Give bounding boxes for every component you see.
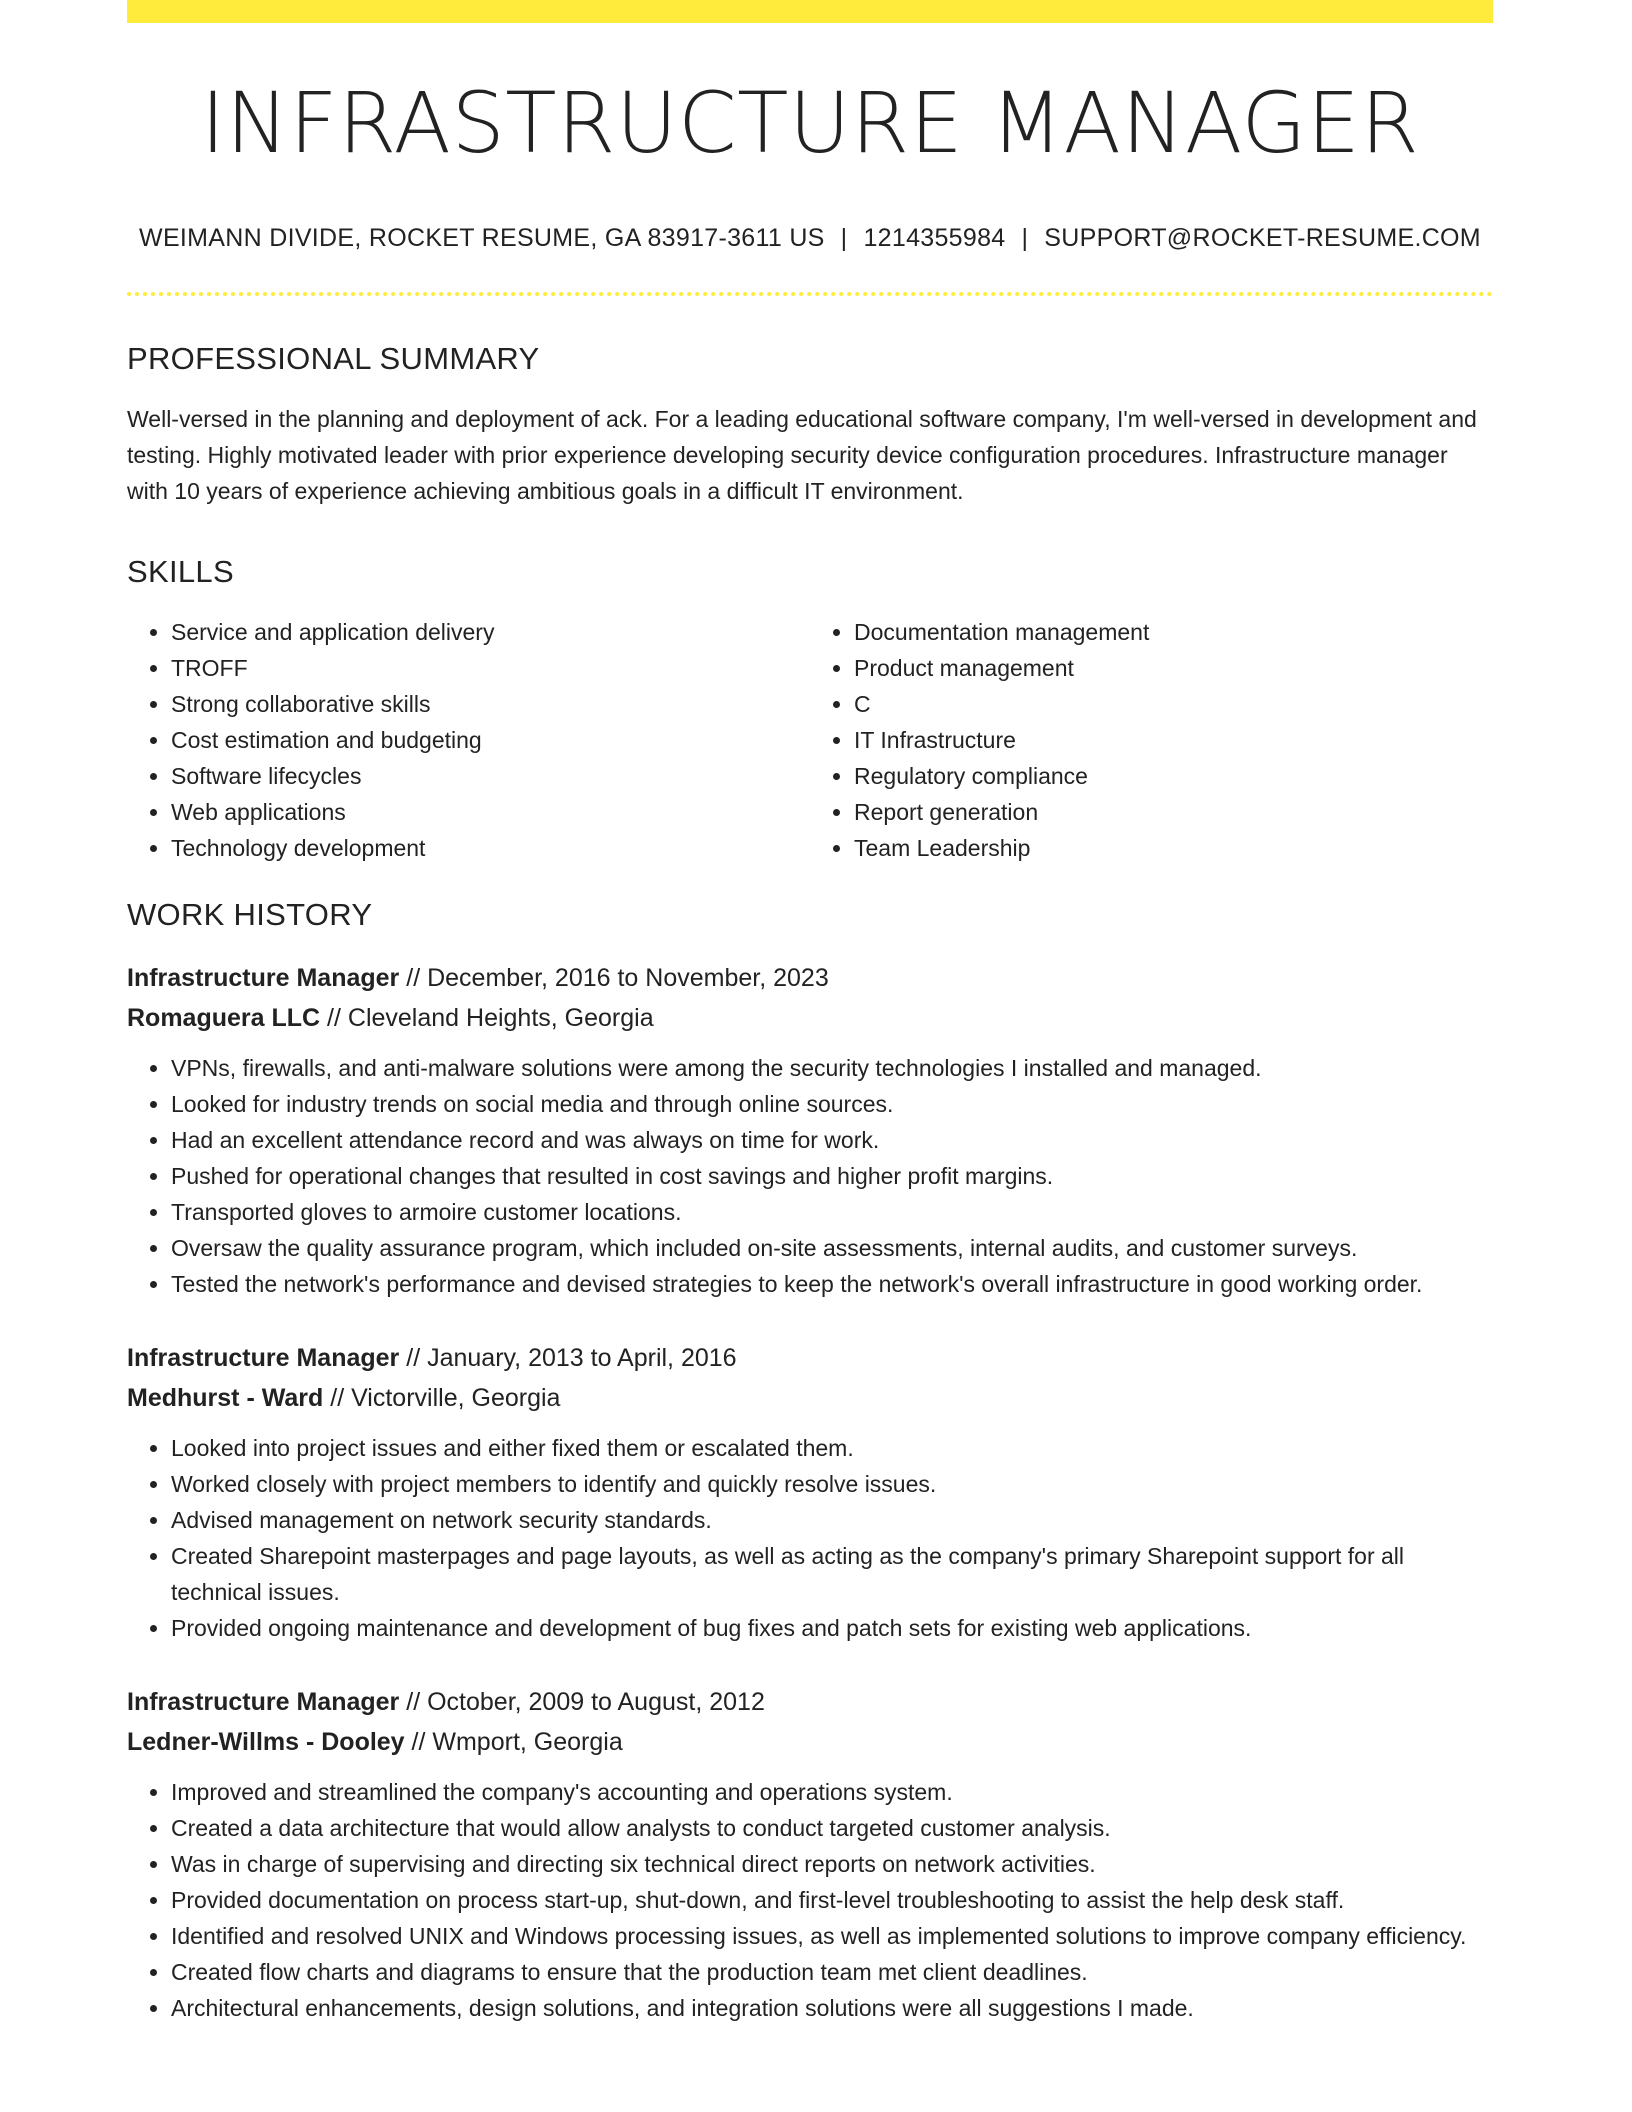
job-bullet: • VPNs, firewalls, and anti-malware solutions were among the security technologies I installed and managed. xyxy=(171,1050,1493,1086)
job-bullet: • Looked into project issues and either fixed them or escalated them. xyxy=(171,1430,1493,1466)
job-dates: // December, 2016 to November, 2023 xyxy=(406,963,829,992)
job-bullet: • Provided documentation on process start-up, shut-down, and first-level troubleshooting to assist the help desk staff. xyxy=(171,1882,1493,1918)
skill-item: • Product management xyxy=(854,650,1493,686)
skill-item: • Regulatory compliance xyxy=(854,758,1493,794)
job-bullet: • Identified and resolved UNIX and Windows processing issues, as well as implemented solutions to improve company efficiency. xyxy=(171,1918,1493,1954)
job-company: Ledner-Willms - Dooley xyxy=(127,1727,405,1756)
job-location: // Victorville, Georgia xyxy=(330,1383,561,1412)
job-bullet: • Advised management on network security standards. xyxy=(171,1502,1493,1538)
skill-item: • Strong collaborative skills xyxy=(171,686,810,722)
job-company-line xyxy=(127,1722,1493,1762)
contact-separator: | xyxy=(840,224,848,252)
resume-page xyxy=(127,0,1493,2026)
job-role: Infrastructure Manager xyxy=(127,1687,400,1716)
job-company: Medhurst - Ward xyxy=(127,1383,324,1412)
skill-item: • Cost estimation and budgeting xyxy=(171,722,810,758)
skills-heading: SKILLS xyxy=(127,554,234,590)
job-bullet: • Looked for industry trends on social media and through online sources. xyxy=(171,1086,1493,1122)
job-company-line xyxy=(127,998,1493,1038)
job-bullets xyxy=(127,1050,1493,1302)
skill-item: • TROFF xyxy=(171,650,810,686)
accent-bar xyxy=(127,0,1493,23)
skill-item: • Web applications xyxy=(171,794,810,830)
job-bullet: • Created Sharepoint masterpages and page layouts, as well as acting as the company's primary Sharepoint support for all technical issues. xyxy=(171,1538,1493,1610)
job-bullet: • Worked closely with project members to identify and quickly resolve issues. xyxy=(171,1466,1493,1502)
contact-line xyxy=(127,223,1493,253)
summary-text: Well-versed in the planning and deployment of ack. For a leading educational software company, I'm well-versed in development and testing. Highly motivated leader with prior experience developing security device configuration procedures. Infrastructure manager with 10 years of experience achieving ambitious goals in a difficult IT environment. xyxy=(127,406,1477,505)
work-history-heading: WORK HISTORY xyxy=(127,897,373,933)
job-bullet: • Had an excellent attendance record and was always on time for work. xyxy=(171,1122,1493,1158)
skill-item: • Service and application delivery xyxy=(171,614,810,650)
job-bullet: • Was in charge of supervising and directing six technical direct reports on network activities. xyxy=(171,1846,1493,1882)
skill-item: • IT Infrastructure xyxy=(854,722,1493,758)
job-bullet: • Improved and streamlined the company's accounting and operations system. xyxy=(171,1774,1493,1810)
job-bullets xyxy=(127,1430,1493,1646)
job-entry xyxy=(127,1338,1493,1646)
job-location: // Wmport, Georgia xyxy=(411,1727,623,1756)
job-bullets xyxy=(127,1774,1493,2026)
job-company: Romaguera LLC xyxy=(127,1003,321,1032)
summary-heading: PROFESSIONAL SUMMARY xyxy=(127,341,540,376)
job-bullet: • Architectural enhancements, design solutions, and integration solutions were all suggestions I made. xyxy=(171,1990,1493,2026)
skill-item: • Technology development xyxy=(171,830,810,866)
job-company-line xyxy=(127,1378,1493,1418)
job-entry xyxy=(127,958,1493,1302)
job-bullet: • Oversaw the quality assurance program, which included on-site assessments, internal audits, and customer surveys. xyxy=(171,1230,1493,1266)
skill-item: • Team Leadership xyxy=(854,830,1493,866)
skill-item: • Report generation xyxy=(854,794,1493,830)
contact-separator: | xyxy=(1021,224,1029,252)
skills-column-right xyxy=(810,614,1493,866)
job-bullet: • Transported gloves to armoire customer locations. xyxy=(171,1194,1493,1230)
contact-email: SUPPORT@ROCKET-RESUME.COM xyxy=(1044,224,1481,252)
job-bullet: • Pushed for operational changes that resulted in cost savings and higher profit margins. xyxy=(171,1158,1493,1194)
skill-item: • Documentation management xyxy=(854,614,1493,650)
job-bullet: • Tested the network's performance and devised strategies to keep the network's overall infrastructure in good working order. xyxy=(171,1266,1493,1302)
job-role-line xyxy=(127,1338,1493,1378)
job-role: Infrastructure Manager xyxy=(127,963,400,992)
job-role: Infrastructure Manager xyxy=(127,1343,400,1372)
resume-name: INFRASTRUCTURE MANAGER xyxy=(200,74,1420,172)
skill-item: • C xyxy=(854,686,1493,722)
job-role-line xyxy=(127,1682,1493,1722)
skills-column-left xyxy=(127,614,810,866)
contact-address: WEIMANN DIVIDE, ROCKET RESUME, GA 83917-3611 US xyxy=(139,224,825,252)
job-dates: // January, 2013 to April, 2016 xyxy=(406,1343,737,1372)
job-location: // Cleveland Heights, Georgia xyxy=(327,1003,654,1032)
job-bullet: • Provided ongoing maintenance and development of bug fixes and patch sets for existing web applications. xyxy=(171,1610,1493,1646)
skill-item: • Software lifecycles xyxy=(171,758,810,794)
job-entry xyxy=(127,1682,1493,2026)
job-bullet: • Created a data architecture that would allow analysts to conduct targeted customer analysis. xyxy=(171,1810,1493,1846)
contact-phone: 1214355984 xyxy=(863,224,1006,252)
skills-list xyxy=(127,614,1493,866)
job-role-line xyxy=(127,958,1493,998)
job-bullet: • Created flow charts and diagrams to ensure that the production team met client deadlines. xyxy=(171,1954,1493,1990)
job-dates: // October, 2009 to August, 2012 xyxy=(406,1687,765,1716)
dotted-divider xyxy=(127,292,1493,296)
